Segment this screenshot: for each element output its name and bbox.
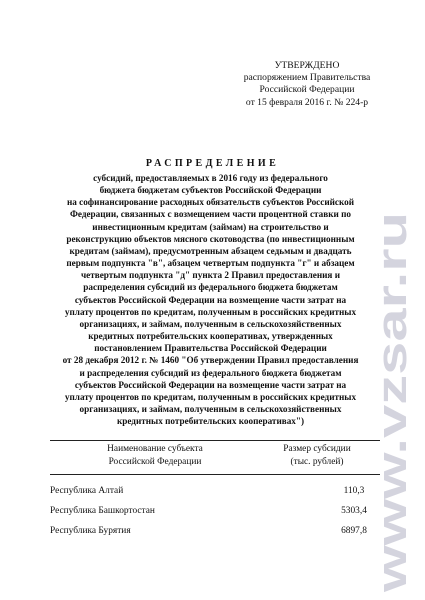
table-header-border <box>50 474 380 475</box>
description-line: субъектов Российской Федерации на возмещение части затрат на <box>74 379 347 390</box>
description-line: кредитных потребительских кооперативах, утвержденных <box>88 331 333 342</box>
approval-date-line: от 15 февраля 2016 г. № 224-р <box>245 96 369 108</box>
table-row <box>50 526 380 540</box>
description-line: инвестиционным кредитам (займам) на строительство и <box>92 221 329 232</box>
approval-line: распоряжением Правительства <box>243 72 371 84</box>
description-line: и распределения субсидий из федерального бюджета бюджетам <box>79 367 342 378</box>
description-line: кредитам (займам), предусмотренным абзацем седьмым и двадцать <box>69 245 352 256</box>
table-row <box>50 486 380 500</box>
column-header-line: Российской Федерации <box>108 456 202 467</box>
description-line: Федерации, связанных с возмещением части процентной ставки по <box>69 209 352 220</box>
document-description <box>28 172 393 427</box>
column-header-line: (тыс. рублей) <box>290 456 344 467</box>
description-line: реконструкцию объектов мясного скотоводства (по инвестиционным <box>66 233 355 244</box>
description-line: организациях, и займам, полученным в сельскохозяйственных <box>79 318 342 329</box>
region-name: Республика Башкортостан <box>50 506 155 516</box>
approval-title: УТВЕРЖДЕНО <box>274 60 340 71</box>
region-name: Республика Бурятия <box>50 526 131 536</box>
subsidy-amount: 6897,8 <box>341 526 367 536</box>
description-line: организациях, и займам, полученным в сельскохозяйственных <box>79 403 342 414</box>
description-line: уплату процентов по кредитам, полученным в российских кредитных <box>64 391 357 402</box>
description-line: уплату процентов по кредитам, полученным в российских кредитных <box>64 306 357 317</box>
subsidy-amount: 5303,4 <box>341 506 367 516</box>
column-header-line: Размер субсидии <box>283 444 351 454</box>
approval-stamp <box>220 60 394 109</box>
description-line: постановлением Правительства Российской Федерации <box>94 343 327 354</box>
description-line: первым подпункта "в", абзацем четвертым подпункта "г" и абзацем <box>66 258 355 269</box>
column-header-amount <box>262 443 372 468</box>
description-line: субсидий, предоставляемых в 2016 году из федерального <box>93 173 328 183</box>
description-line: бюджета бюджетам субъектов Российской Федерации <box>99 185 322 196</box>
description-line: четвертым подпункта "д" пункта 2 Правил предоставления и <box>80 270 340 281</box>
description-line: кредитных потребительских кооперативах") <box>116 416 305 427</box>
description-line: от 28 декабря 2012 г. № 1460 "Об утверждении Правил предоставления <box>62 355 359 366</box>
subsidy-amount: 110,3 <box>343 486 365 496</box>
table-top-border <box>50 440 380 441</box>
document-heading: РАСПРЕДЕЛЕНИЕ <box>145 158 280 169</box>
region-name: Республика Алтай <box>50 486 124 496</box>
description-line: на софинансирование расходных обязательств субъектов Российской <box>66 197 355 208</box>
description-line: субъектов Российской Федерации на возмещение части затрат на <box>74 294 347 305</box>
approval-line: Российской Федерации <box>259 84 355 96</box>
description-line: распределения субсидий из федерального бюджета бюджетам <box>83 282 338 293</box>
column-header-region <box>60 443 250 468</box>
watermark-text: www.vzsar.ru <box>368 325 415 592</box>
column-header-line: Наименование субъекта <box>107 444 203 454</box>
table-row <box>50 506 380 520</box>
watermark-graphic <box>366 200 425 600</box>
site-watermark <box>366 200 425 600</box>
